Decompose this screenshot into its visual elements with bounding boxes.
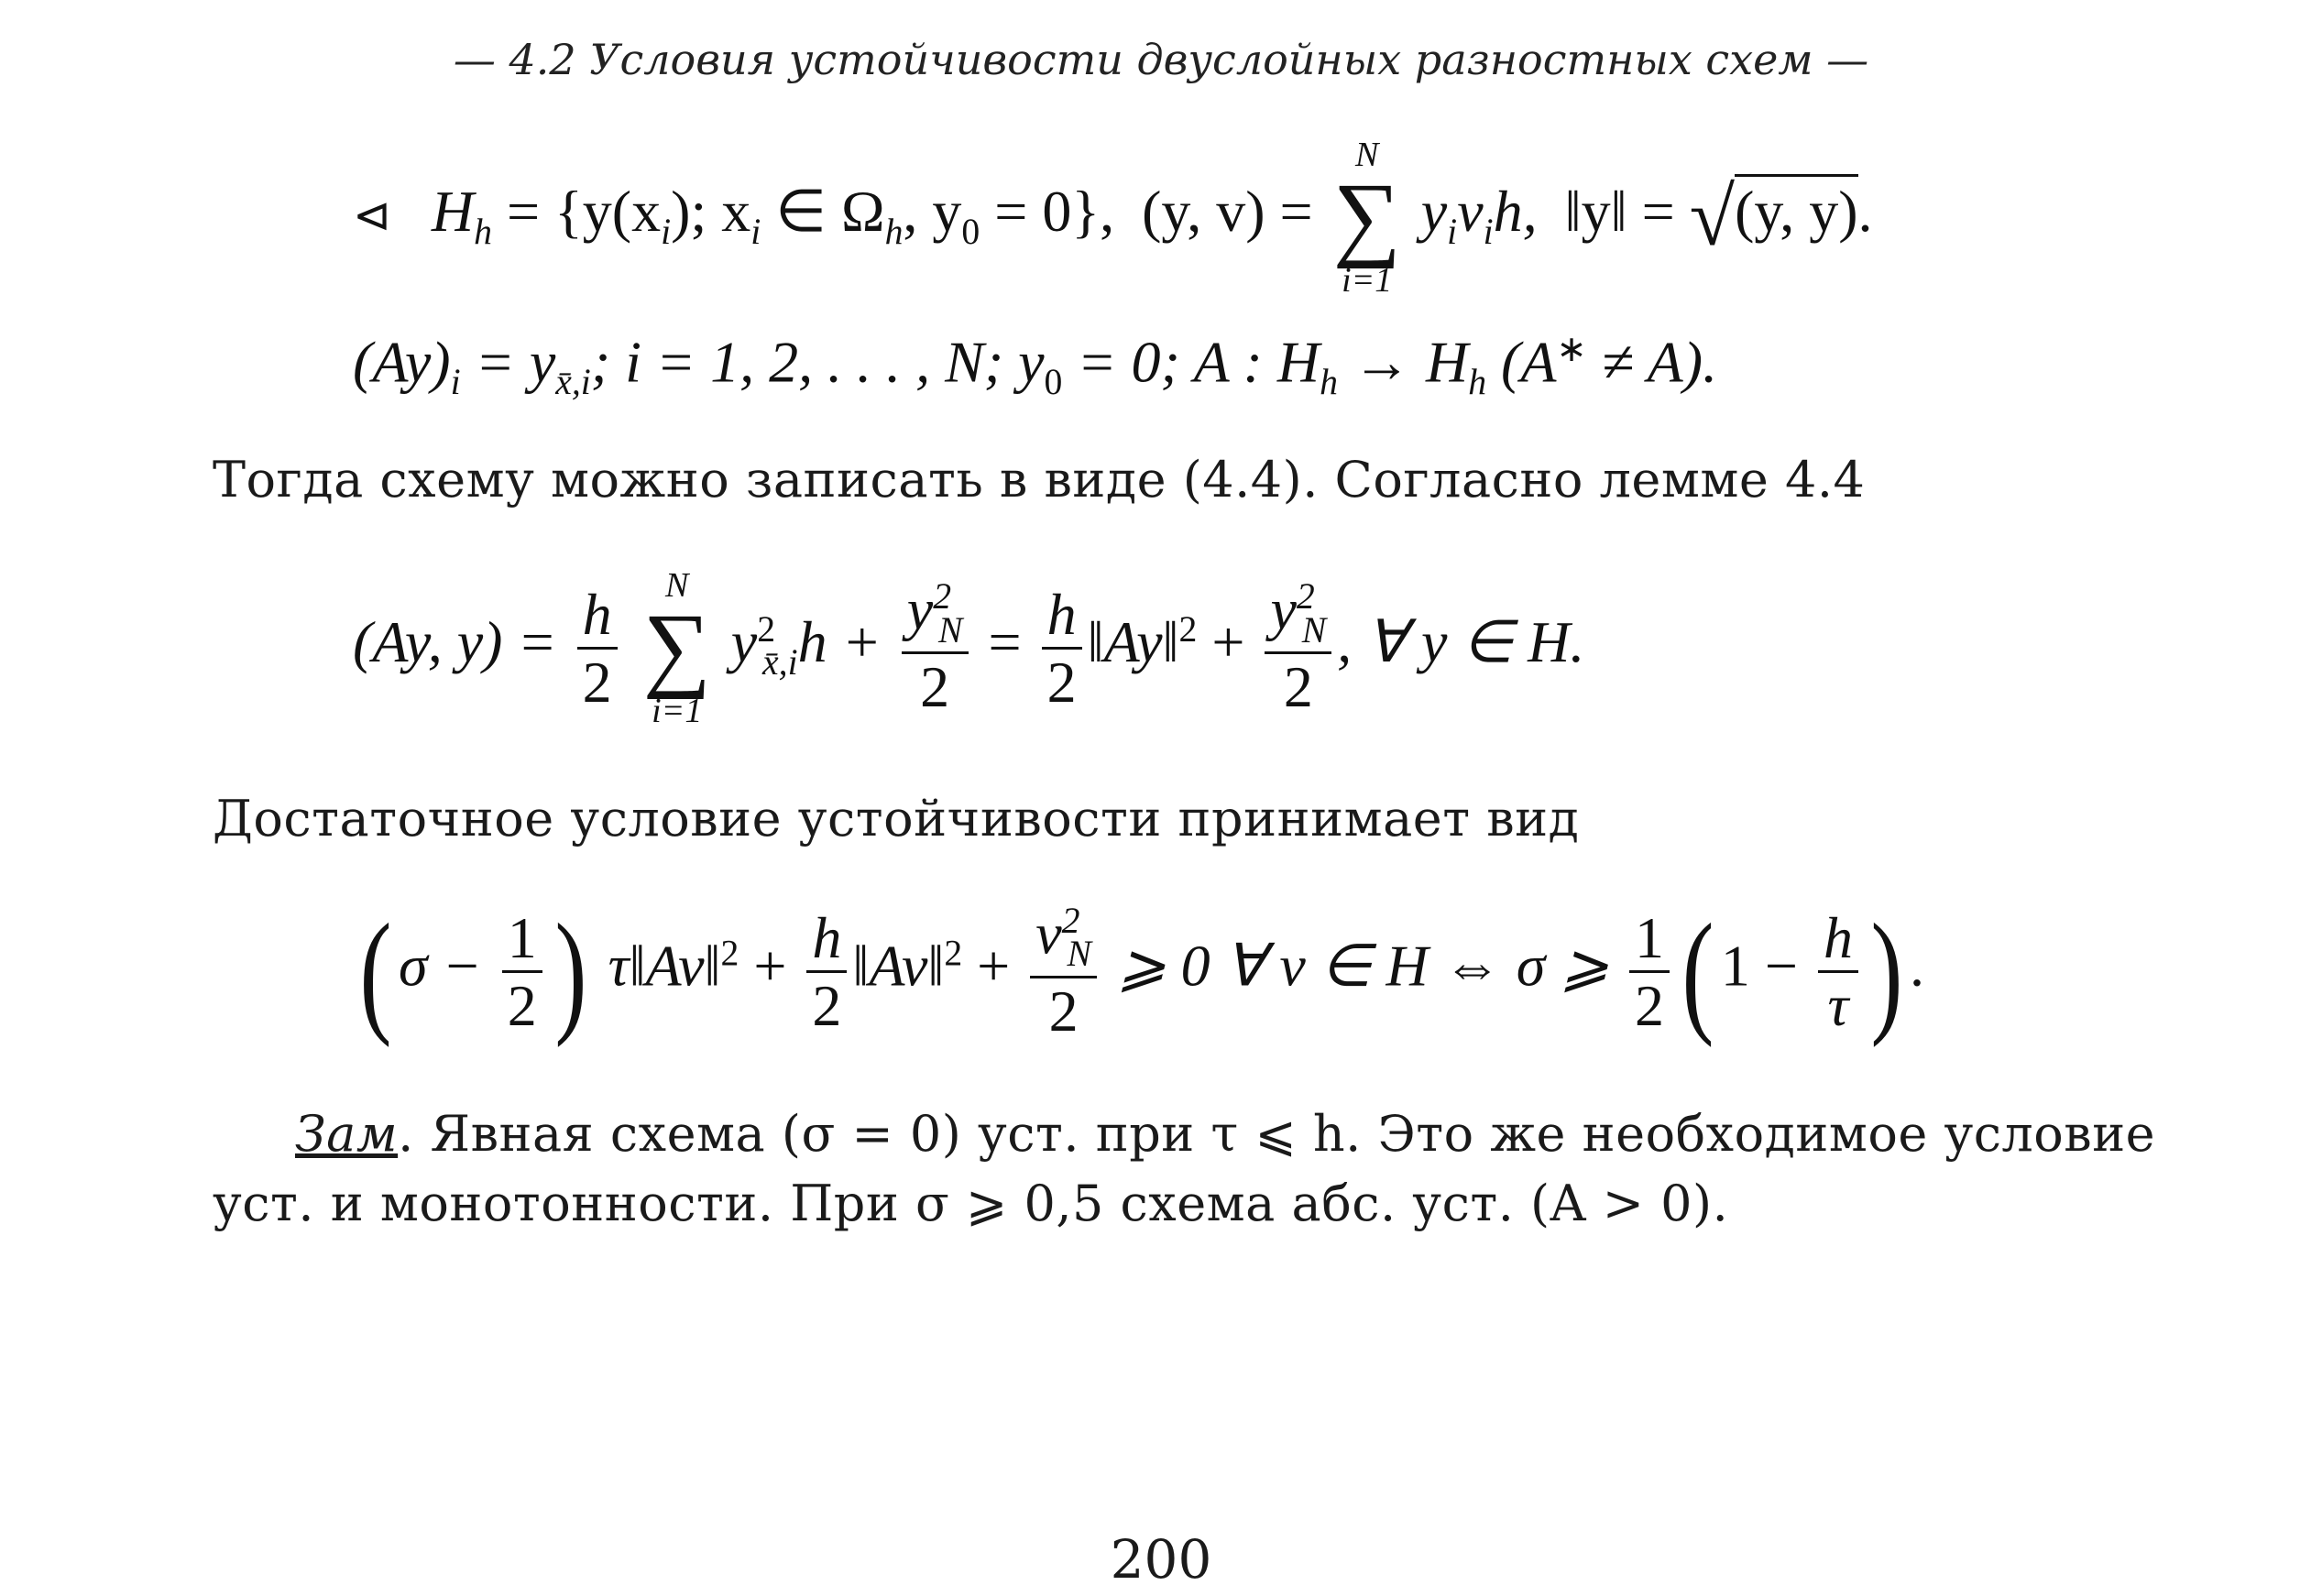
operator-eq: = y — [460, 329, 556, 395]
operator-rest: = 0; A : H — [1062, 329, 1320, 395]
set-part: , y — [903, 179, 962, 245]
operator-lhs: (Ay) — [353, 329, 451, 395]
remark-line-1 — [295, 1105, 2155, 1163]
sum-body: v — [1457, 179, 1484, 245]
sum-upper-limit: N — [665, 566, 689, 605]
sum-lower-limit: i=1 — [1342, 260, 1393, 300]
page-number: 200 — [1110, 1528, 1212, 1591]
fraction-h-over-tau — [1818, 905, 1858, 1039]
remark-line-2: уст. и монотонности. При σ ⩾ 0,5 схема абс. уст. (A > 0). — [213, 1175, 1729, 1232]
sigma-minus: σ − — [398, 933, 482, 999]
sigma-symbol: ∑ — [1332, 164, 1401, 269]
formula-stability-criterion — [353, 895, 1924, 1048]
numerator — [1030, 902, 1097, 978]
sub: i — [661, 211, 672, 252]
numerator: h — [1042, 584, 1082, 650]
denominator: 2 — [582, 649, 612, 715]
set-part: ); x — [671, 179, 751, 245]
left-paren: ( — [359, 895, 392, 1048]
left-paren: ( — [1681, 895, 1714, 1048]
sub: N — [1067, 934, 1091, 975]
denominator: 2 — [1283, 654, 1313, 720]
norm-term: ‖Ay‖ — [1087, 609, 1179, 675]
operator-rest: ; i = 1, 2, . . . , N; y — [590, 329, 1045, 395]
fraction-yN2-over-2 — [902, 576, 969, 720]
num-var: y — [906, 576, 934, 642]
sum-body: y — [1420, 179, 1448, 245]
numerator: h — [806, 907, 847, 973]
num-var: y — [1270, 576, 1297, 642]
fraction-vN2-over-2 — [1030, 902, 1097, 1042]
fraction-h-over-2 — [577, 581, 618, 715]
sub: h — [884, 211, 904, 252]
remark-label: Зам — [295, 1105, 399, 1163]
sup: 2 — [1296, 576, 1315, 618]
set-part: ∈ Ω — [761, 179, 885, 245]
sum-body: h + — [797, 609, 882, 675]
fraction-h-over-2 — [806, 905, 847, 1039]
sub: i — [750, 211, 761, 252]
fraction-one-half — [502, 905, 542, 1039]
square-root — [1690, 170, 1858, 265]
numerator — [1265, 578, 1331, 654]
sum-operator — [1333, 137, 1401, 298]
operator-rest: → H — [1337, 329, 1469, 395]
inner-product: (y, v) = — [1142, 179, 1313, 245]
right-paren: ) — [554, 895, 587, 1048]
bullet-symbol: ⊲ — [353, 190, 391, 242]
formula-energy-identity — [353, 568, 1584, 728]
sup: 2 — [1061, 901, 1080, 941]
sub: x̄,i — [555, 362, 591, 403]
sum-body: y — [730, 609, 758, 675]
one-minus: 1 − — [1720, 933, 1798, 999]
identity-lhs: (Ay, y) = — [353, 609, 557, 675]
running-header: — 4.2 Условия устойчивости двуслойных разностных схем — — [453, 35, 1869, 84]
sigma-symbol: ∑ — [642, 595, 711, 700]
operator-rest: ≠ A). — [1586, 329, 1718, 395]
set-part: = 0}, — [980, 179, 1115, 245]
denominator: 2 — [1046, 649, 1077, 715]
sub: h — [1468, 362, 1487, 403]
denominator: 2 — [812, 973, 842, 1039]
denominator: τ — [1827, 973, 1849, 1039]
remark-text: . Явная схема (σ = 0) уст. при τ ⩽ h. Это же необходимое условие — [398, 1105, 2156, 1163]
sup: 2 — [757, 608, 776, 650]
tau-norm-term: τ‖Av‖ — [608, 933, 721, 999]
numerator: h — [577, 584, 618, 650]
formula-operator-definition — [353, 328, 1717, 403]
radical-sign: √ — [1689, 171, 1736, 263]
right-paren: ) — [1870, 895, 1903, 1048]
denominator: 2 — [1634, 973, 1664, 1039]
period: . — [1857, 179, 1873, 245]
denominator: 2 — [1048, 978, 1079, 1044]
sub: x̄,i — [762, 641, 798, 683]
sum-lower-limit: i=1 — [652, 691, 703, 730]
sub: i — [450, 362, 461, 403]
sup: 2 — [720, 933, 739, 974]
numerator: 1 — [502, 907, 542, 973]
numerator — [902, 578, 969, 654]
plus: + — [977, 933, 1011, 999]
sup: 2 — [933, 576, 952, 618]
denominator: 2 — [507, 973, 537, 1039]
paragraph-stability-condition: Достаточное условие устойчивости принимает вид — [213, 790, 1580, 847]
fraction-one-half — [1629, 905, 1670, 1039]
numerator: h — [1818, 907, 1858, 973]
period: . — [1909, 933, 1924, 999]
quantifier: , ∀ y ∈ H. — [1337, 609, 1585, 675]
numerator: 1 — [1629, 907, 1670, 973]
norm-term: ‖Av‖ — [852, 933, 945, 999]
fraction-yN2-over-2 — [1265, 576, 1331, 720]
set-part: = {y(x — [506, 179, 662, 245]
norm-definition: ‖y‖ = — [1564, 179, 1675, 245]
paragraph-scheme-form: Тогда схему можно записать в виде (4.4). Согласно лемме 4.4 — [213, 451, 1866, 508]
sub: 0 — [961, 211, 980, 252]
fraction-h-over-2 — [1042, 581, 1082, 715]
sub: h — [474, 211, 492, 252]
space-name: H — [431, 179, 475, 245]
sum-upper-limit: N — [1355, 136, 1379, 174]
equals: = — [988, 609, 1022, 675]
sub: h — [1320, 362, 1338, 403]
denominator: 2 — [920, 654, 950, 720]
sub: i — [1483, 211, 1494, 252]
formula-space-definition — [353, 137, 1873, 298]
sub: N — [938, 609, 963, 650]
sum-operator — [643, 568, 711, 728]
num-var: v — [1035, 901, 1062, 967]
sup: 2 — [1178, 608, 1198, 650]
plus: + — [753, 933, 787, 999]
sup: ∗ — [1556, 329, 1587, 369]
sub: i — [1447, 211, 1458, 252]
radicand: (y, y) — [1735, 174, 1857, 244]
sum-body: h, — [1493, 179, 1538, 245]
sup: 2 — [944, 933, 963, 974]
sub: 0 — [1044, 362, 1063, 403]
equivalence-condition: ⩾ 0 ∀ v ∈ H ⇔ σ ⩾ — [1116, 933, 1609, 999]
operator-rest: (A — [1486, 329, 1557, 395]
plus: + — [1211, 609, 1245, 675]
sub: N — [1301, 609, 1327, 650]
